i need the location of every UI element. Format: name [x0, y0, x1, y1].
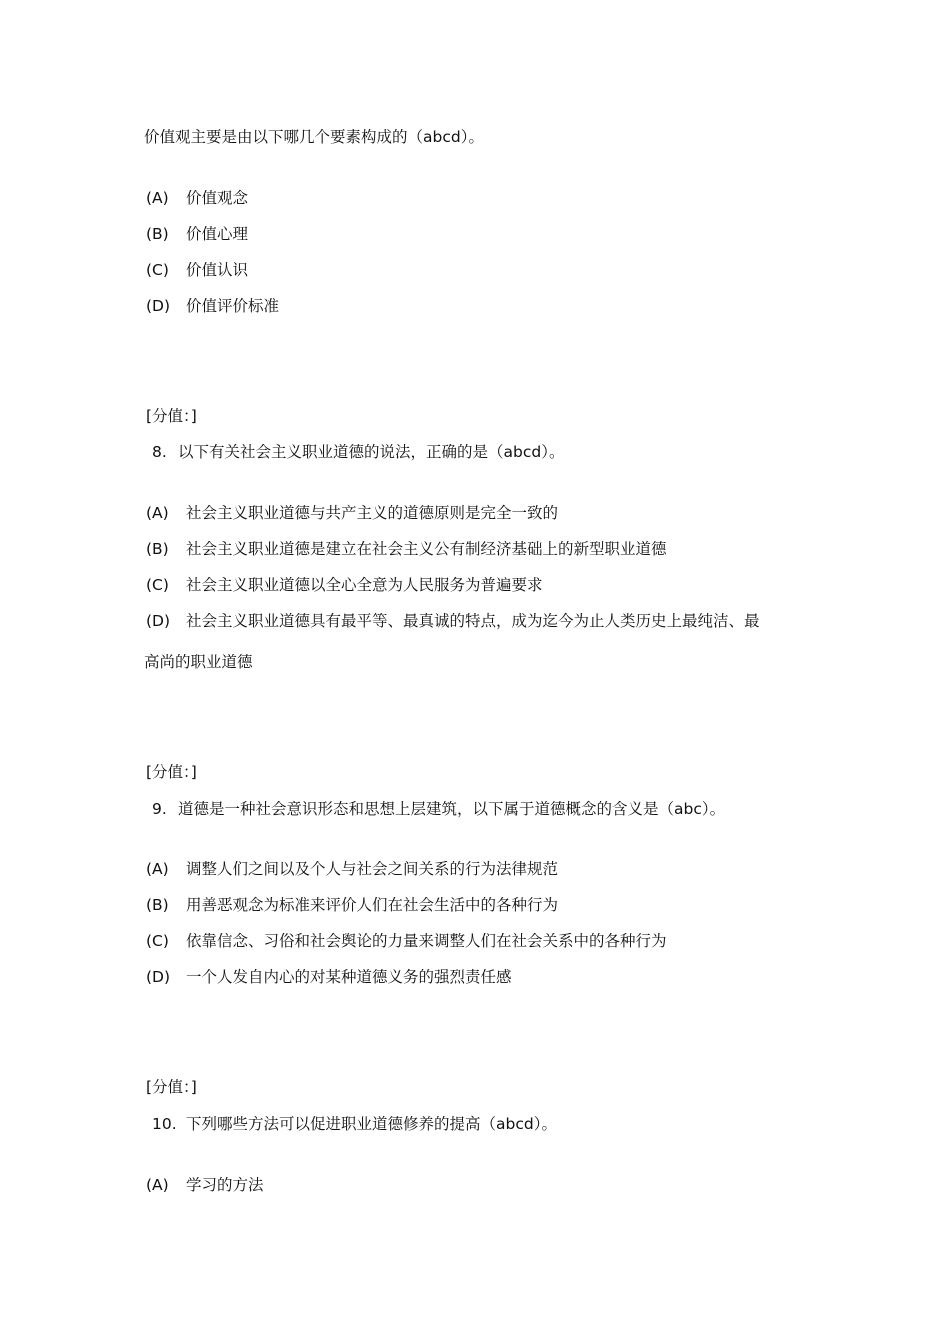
score-label: [分值：] — [146, 763, 197, 781]
option-b — [146, 539, 667, 559]
question-7-stem: 价值观主要是由以下哪几个要素构成的（abcd）。 — [144, 128, 484, 146]
option-text: 价值心理 — [186, 225, 249, 243]
option-letter: (A) — [146, 504, 169, 522]
option-c — [146, 260, 248, 280]
option-text: 社会主义职业道德与共产主义的道德原则是完全一致的 — [186, 504, 559, 522]
option-letter: (D) — [146, 612, 171, 630]
option-text: 社会主义职业道德以全心全意为人民服务为普遍要求 — [186, 576, 543, 594]
question-text: 以下有关社会主义职业道德的说法，正确的是（abcd）。 — [178, 443, 565, 461]
option-text: 价值评价标准 — [186, 297, 280, 315]
option-text: 社会主义职业道德是建立在社会主义公有制经济基础上的新型职业道德 — [186, 540, 667, 558]
question-number: 10. — [152, 1115, 177, 1133]
option-text: 用善恶观念为标准来评价人们在社会生活中的各种行为 — [186, 896, 559, 914]
option-c — [146, 931, 667, 951]
question-text: 道德是一种社会意识形态和思想上层建筑，以下属于道德概念的含义是（abc）。 — [178, 800, 726, 818]
option-a — [146, 859, 558, 879]
option-letter: (B) — [146, 896, 169, 914]
option-letter: (C) — [146, 576, 169, 594]
question-number: 8. — [152, 443, 167, 461]
question-8-stem — [152, 442, 564, 462]
score-label: [分值：] — [146, 407, 197, 425]
option-text: 学习的方法 — [186, 1176, 264, 1194]
option-letter: (A) — [146, 189, 169, 207]
option-a — [146, 188, 248, 208]
option-c — [146, 575, 543, 595]
option-d — [146, 296, 279, 316]
option-text: 价值认识 — [186, 261, 249, 279]
option-d — [146, 967, 512, 987]
option-letter: (C) — [146, 261, 169, 279]
question-10-stem — [152, 1114, 557, 1134]
option-a — [146, 1175, 264, 1195]
option-letter: (B) — [146, 540, 169, 558]
question-text: 下列哪些方法可以促进职业道德修养的提高（abcd）。 — [186, 1115, 557, 1133]
option-letter: (D) — [146, 297, 171, 315]
option-text: 价值观念 — [186, 189, 249, 207]
score-label: [分值：] — [146, 1078, 197, 1096]
option-letter: (A) — [146, 860, 169, 878]
option-text: 依靠信念、习俗和社会舆论的力量来调整人们在社会关系中的各种行为 — [186, 932, 667, 950]
option-text: 社会主义职业道德具有最平等、最真诚的特点，成为迄今为止人类历史上最纯洁、最 — [186, 612, 760, 630]
question-number: 9. — [152, 800, 167, 818]
option-letter: (B) — [146, 225, 169, 243]
option-a — [146, 503, 558, 523]
option-text: 一个人发自内心的对某种道德义务的强烈责任感 — [186, 968, 512, 986]
option-letter: (A) — [146, 1176, 169, 1194]
option-d-continuation: 高尚的职业道德 — [144, 653, 253, 671]
option-text: 调整人们之间以及个人与社会之间关系的行为法律规范 — [186, 860, 559, 878]
question-9-stem — [152, 799, 725, 819]
option-b — [146, 895, 558, 915]
option-letter: (D) — [146, 968, 171, 986]
option-d — [146, 611, 760, 631]
option-b — [146, 224, 248, 244]
option-letter: (C) — [146, 932, 169, 950]
